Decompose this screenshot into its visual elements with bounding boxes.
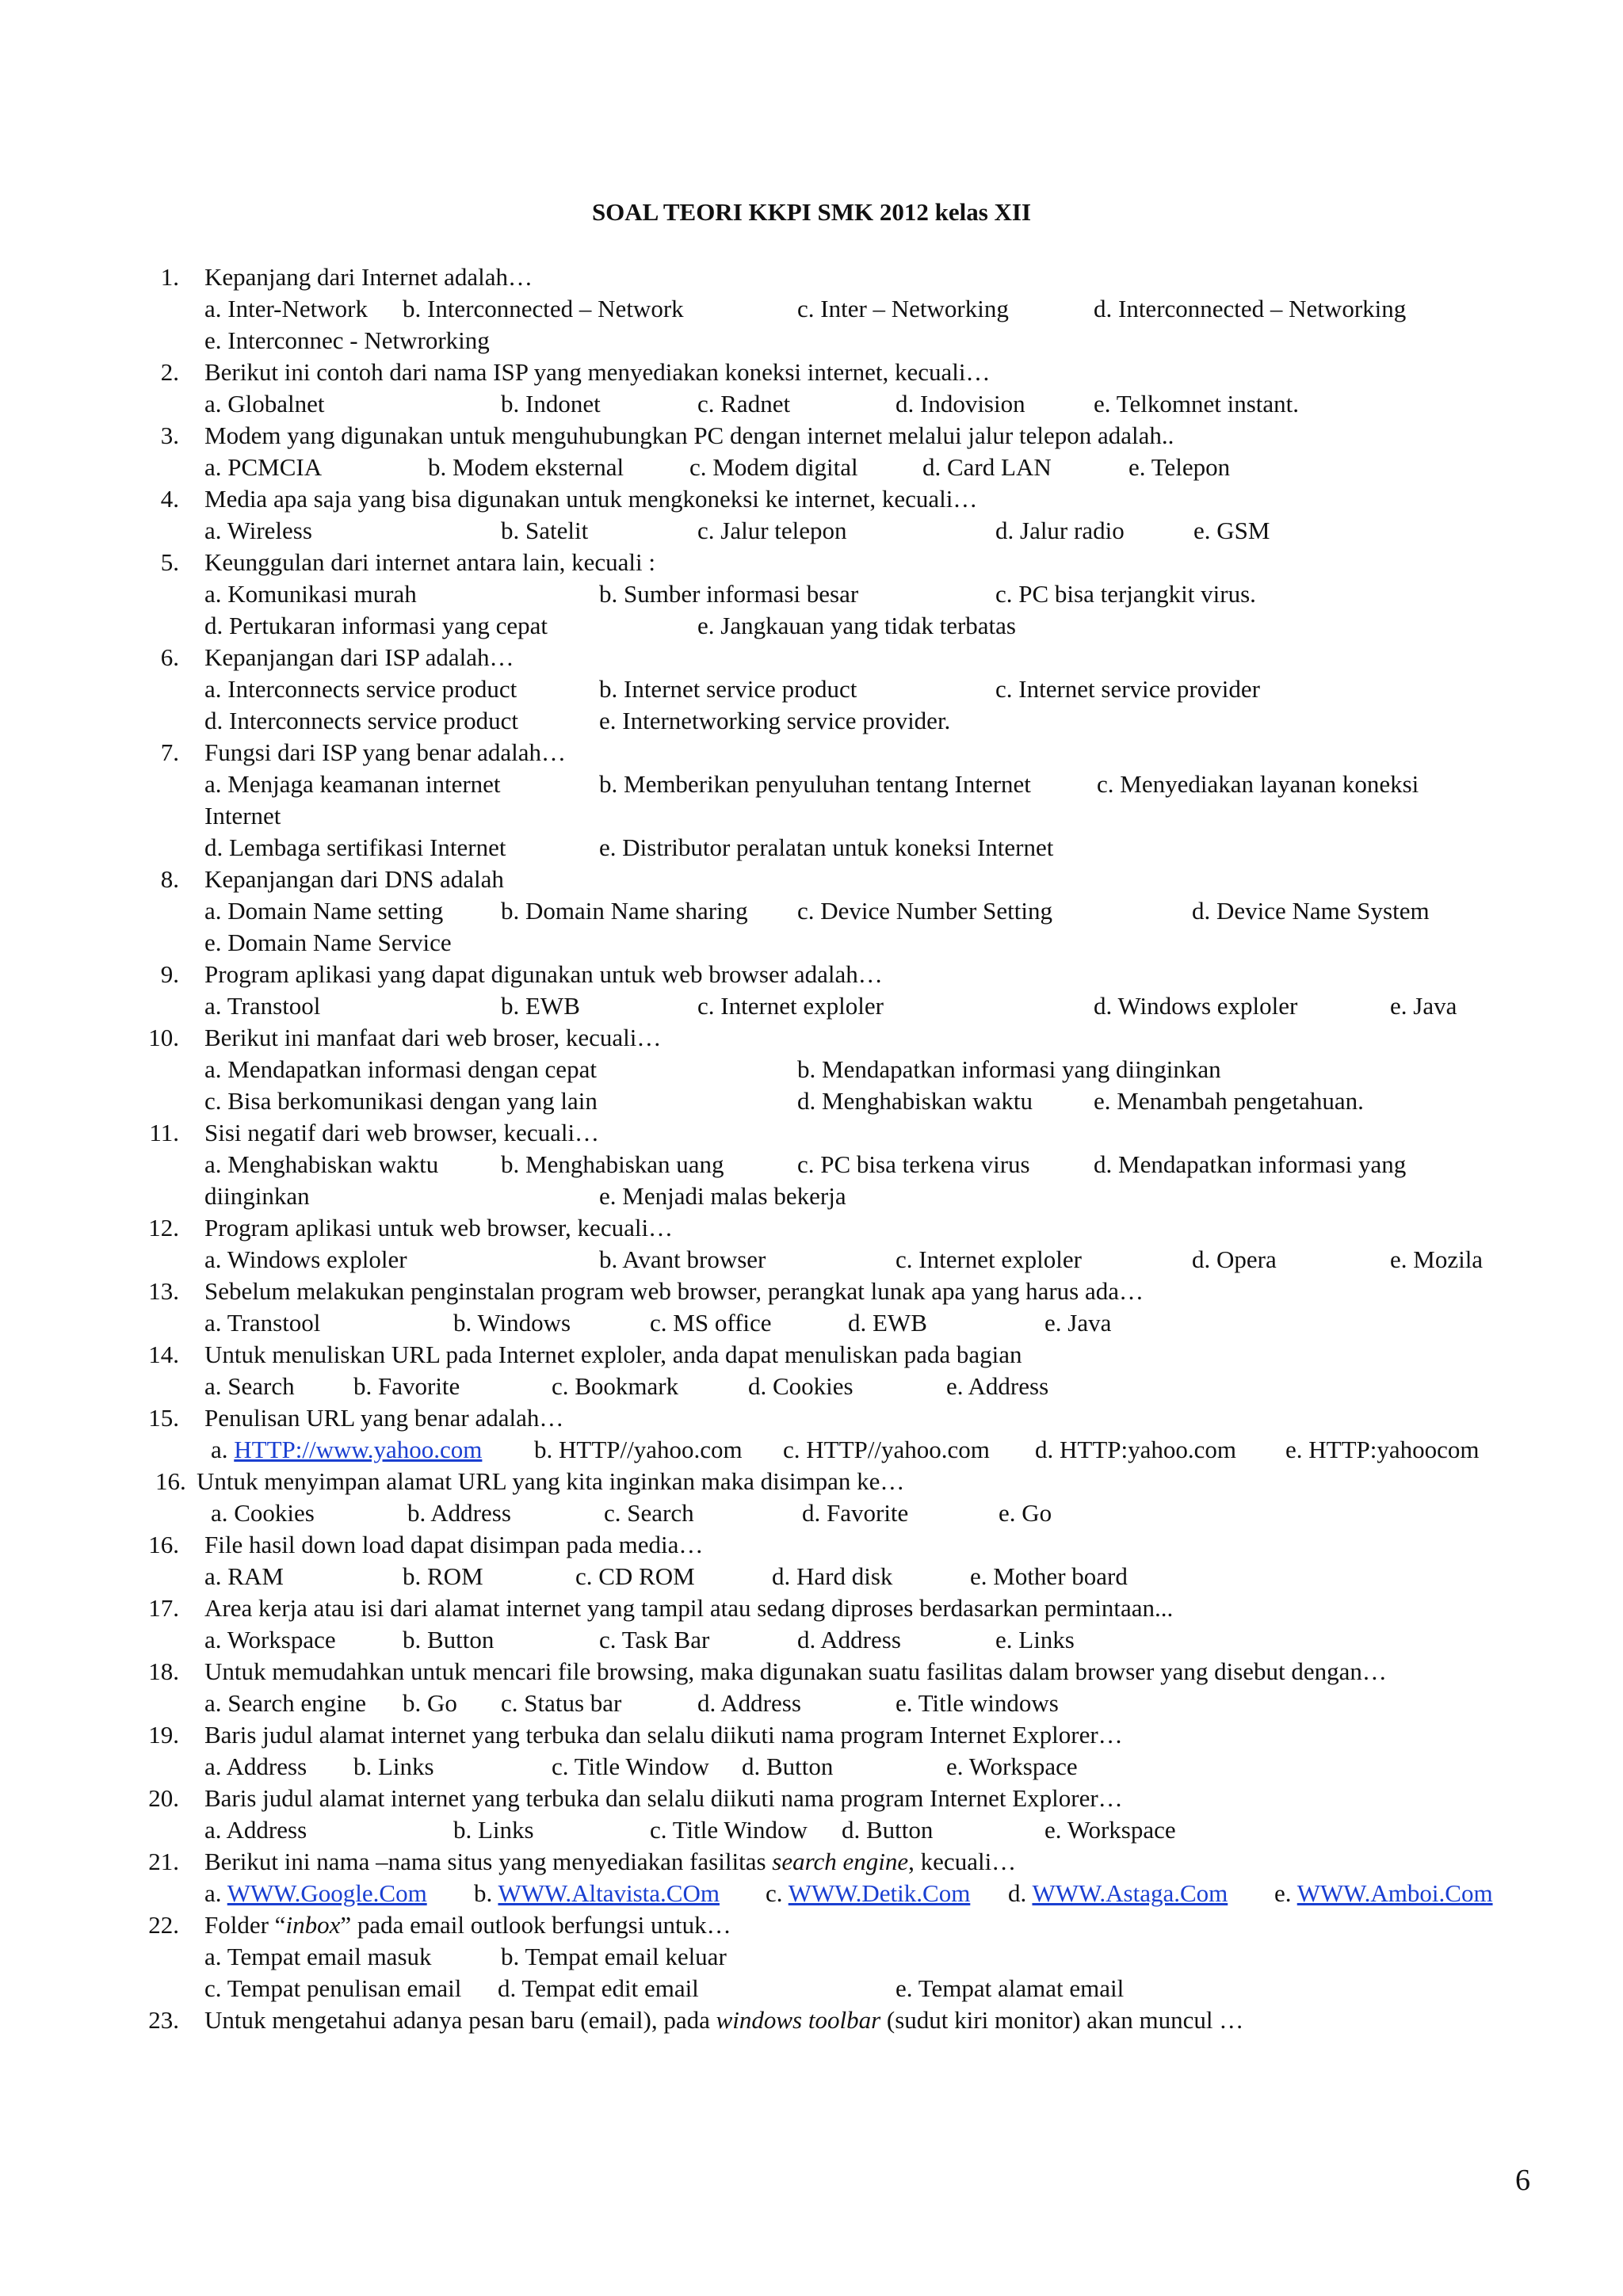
stem-part: , kecuali… bbox=[908, 1848, 1017, 1875]
option-c: c. HTTP//yahoo.com bbox=[783, 1436, 990, 1463]
option-e: e. HTTP:yahoocom bbox=[1285, 1436, 1480, 1463]
question-20 bbox=[0, 1783, 1623, 1814]
option-d: d. Jalur radio bbox=[995, 517, 1125, 544]
question-3 bbox=[0, 420, 1623, 452]
question-number: 23. bbox=[148, 2006, 179, 2034]
question-number: 9. bbox=[160, 960, 179, 988]
option-e: e. Go bbox=[999, 1499, 1052, 1527]
option-row bbox=[0, 927, 1623, 959]
question-number: 14. bbox=[148, 1341, 179, 1368]
question-number: 5. bbox=[160, 548, 179, 576]
option-row bbox=[0, 769, 1623, 800]
option-c: c. Jalur telepon bbox=[697, 517, 847, 544]
option-row bbox=[0, 1497, 1623, 1529]
option-link-amboi[interactable]: WWW.Amboi.Com bbox=[1296, 1879, 1493, 1907]
option-d bbox=[1008, 1878, 1228, 1909]
question-12 bbox=[0, 1212, 1623, 1244]
question-text: Media apa saja yang bisa digunakan untuk mengkoneksi ke internet, kecuali… bbox=[204, 485, 978, 513]
option-e: e. Title windows bbox=[896, 1689, 1059, 1717]
option-c: c. Internet exploler bbox=[896, 1245, 1082, 1273]
option-row bbox=[0, 1085, 1623, 1117]
option-e: e. Telepon bbox=[1128, 453, 1231, 481]
question-18 bbox=[0, 1656, 1623, 1688]
question-9 bbox=[0, 959, 1623, 990]
option-a: a. Search bbox=[204, 1372, 295, 1400]
option-e: e. Java bbox=[1390, 992, 1457, 1020]
option-c: c. Bookmark bbox=[552, 1372, 679, 1400]
option-b: b. Memberikan penyuluhan tentang Internet bbox=[599, 770, 1031, 798]
question-number: 1. bbox=[160, 263, 179, 291]
option-d: d. Windows exploler bbox=[1094, 992, 1298, 1020]
question-1 bbox=[0, 261, 1623, 293]
option-b: b. Avant browser bbox=[599, 1245, 766, 1273]
option-row bbox=[0, 1624, 1623, 1656]
option-b: b. Address bbox=[407, 1499, 511, 1527]
option-b: b. Satelit bbox=[501, 517, 589, 544]
option-e bbox=[1274, 1878, 1493, 1909]
option-a bbox=[211, 1434, 482, 1466]
option-c: c. Tempat penulisan email bbox=[204, 1974, 462, 2002]
option-a: a. Workspace bbox=[204, 1626, 336, 1653]
option-c: c. Device Number Setting bbox=[797, 897, 1052, 925]
stem-part: Berikut ini nama –nama situs yang menyediakan fasilitas bbox=[204, 1848, 773, 1875]
option-d: d. Interconnects service product bbox=[204, 707, 518, 734]
question-2 bbox=[0, 357, 1623, 388]
question-8 bbox=[0, 864, 1623, 895]
option-row bbox=[0, 1307, 1623, 1339]
question-text bbox=[204, 2004, 1243, 2036]
option-letter: a. bbox=[211, 1436, 228, 1463]
question-text: Program aplikasi yang dapat digunakan untuk web browser adalah… bbox=[204, 960, 883, 988]
option-row bbox=[0, 705, 1623, 737]
option-c bbox=[766, 1878, 970, 1909]
stem-part: ” pada email outlook berfungsi untuk… bbox=[340, 1911, 731, 1939]
option-d: d. HTTP:yahoo.com bbox=[1035, 1436, 1236, 1463]
option-e: e. Jangkauan yang tidak terbatas bbox=[697, 612, 1016, 639]
option-a: a. Transtool bbox=[204, 992, 321, 1020]
option-e: e. Address bbox=[946, 1372, 1049, 1400]
question-number: 10. bbox=[148, 1024, 179, 1051]
option-row bbox=[0, 1941, 1623, 1973]
question-17 bbox=[0, 1592, 1623, 1624]
option-link-detik[interactable]: WWW.Detik.Com bbox=[788, 1879, 971, 1907]
question-number: 6. bbox=[160, 643, 179, 671]
question-number: 13. bbox=[148, 1277, 179, 1305]
option-letter: a. bbox=[204, 1879, 222, 1907]
option-d: d. Address bbox=[697, 1689, 801, 1717]
question-15 bbox=[0, 1402, 1623, 1434]
question-number: 16. bbox=[148, 1531, 179, 1558]
stem-italic: windows toolbar bbox=[716, 2006, 881, 2034]
option-c: c. Bisa berkomunikasi dengan yang lain bbox=[204, 1087, 598, 1115]
option-row bbox=[0, 452, 1623, 483]
stem-part: Untuk mengetahui adanya pesan baru (email), pada bbox=[204, 2006, 716, 2034]
option-e: e. Mozila bbox=[1390, 1245, 1484, 1273]
option-a: a. PCMCIA bbox=[204, 453, 323, 481]
option-b: b. Internet service product bbox=[599, 675, 857, 703]
option-letter: c. bbox=[766, 1879, 783, 1907]
question-text: Kepanjangan dari DNS adalah bbox=[204, 865, 504, 893]
question-number: 21. bbox=[148, 1848, 179, 1875]
option-c: c. Menyediakan layanan koneksi bbox=[1097, 770, 1419, 798]
option-e: e. Internetworking service provider. bbox=[599, 707, 951, 734]
question-text: Berikut ini contoh dari nama ISP yang menyediakan koneksi internet, kecuali… bbox=[204, 358, 991, 386]
option-c: c. PC bisa terjangkit virus. bbox=[995, 580, 1256, 608]
question-19 bbox=[0, 1719, 1623, 1751]
option-a: a. Menghabiskan waktu bbox=[204, 1150, 439, 1178]
question-number: 16. bbox=[155, 1467, 186, 1495]
option-a: a. Globalnet bbox=[204, 390, 325, 418]
option-b: b. Menghabiskan uang bbox=[501, 1150, 724, 1178]
option-b: b. EWB bbox=[501, 992, 580, 1020]
question-text: Fungsi dari ISP yang benar adalah… bbox=[204, 738, 567, 766]
option-c: c. Internet service provider bbox=[995, 675, 1260, 703]
option-c: c. Search bbox=[604, 1499, 694, 1527]
option-e: e. Domain Name Service bbox=[204, 929, 452, 956]
option-c: c. Internet exploler bbox=[697, 992, 884, 1020]
option-row bbox=[0, 1180, 1623, 1212]
option-row bbox=[0, 990, 1623, 1022]
option-row bbox=[0, 293, 1623, 325]
option-d: d. Interconnected – Networking bbox=[1094, 295, 1407, 322]
option-a bbox=[204, 1878, 427, 1909]
option-b: b. Modem eksternal bbox=[428, 453, 624, 481]
question-number: 19. bbox=[148, 1721, 179, 1749]
question-number: 20. bbox=[148, 1784, 179, 1812]
question-text: Area kerja atau isi dari alamat internet yang tampil atau sedang diproses berdasarkan permintaan... bbox=[204, 1594, 1174, 1622]
question-text: Modem yang digunakan untuk menguhubungkan PC dengan internet melalui jalur telepon adalah.. bbox=[204, 421, 1174, 449]
option-c: c. CD ROM bbox=[575, 1562, 695, 1590]
option-c: c. Task Bar bbox=[599, 1626, 710, 1653]
page-number: 6 bbox=[1515, 2164, 1530, 2197]
option-row bbox=[0, 1054, 1623, 1085]
question-text: Kepanjang dari Internet adalah… bbox=[204, 263, 533, 291]
option-b: b. Sumber informasi besar bbox=[599, 580, 859, 608]
stem-part: Folder “ bbox=[204, 1911, 286, 1939]
option-e: e. Workspace bbox=[1044, 1816, 1176, 1844]
option-c: c. Modem digital bbox=[689, 453, 858, 481]
option-a: a. Transtool bbox=[204, 1309, 321, 1337]
option-row bbox=[0, 1878, 1623, 1909]
option-e: e. Menambah pengetahuan. bbox=[1094, 1087, 1364, 1115]
question-text bbox=[204, 1909, 731, 1941]
question-16a bbox=[0, 1466, 1623, 1497]
question-text: Program aplikasi untuk web browser, kecuali… bbox=[204, 1214, 674, 1241]
option-row bbox=[0, 325, 1623, 357]
option-d: d. Address bbox=[797, 1626, 901, 1653]
question-number: 2. bbox=[160, 358, 179, 386]
question-number: 4. bbox=[160, 485, 179, 513]
question-23 bbox=[0, 2004, 1623, 2036]
question-text: Berikut ini manfaat dari web broser, kecuali… bbox=[204, 1024, 662, 1051]
option-c: c. MS office bbox=[650, 1309, 772, 1337]
question-6 bbox=[0, 642, 1623, 673]
option-b: b. Windows bbox=[453, 1309, 571, 1337]
option-row bbox=[0, 1244, 1623, 1276]
option-d: d. EWB bbox=[848, 1309, 927, 1337]
option-b: b. ROM bbox=[403, 1562, 483, 1590]
question-7 bbox=[0, 737, 1623, 769]
option-c: c. Radnet bbox=[697, 390, 791, 418]
option-d: d. Tempat edit email bbox=[498, 1974, 699, 2002]
stem-italic: search engine bbox=[772, 1848, 909, 1875]
question-14 bbox=[0, 1339, 1623, 1371]
question-text: Untuk menyimpan alamat URL yang kita inginkan maka disimpan ke… bbox=[197, 1467, 905, 1495]
question-text: Kepanjangan dari ISP adalah… bbox=[204, 643, 514, 671]
question-text: Sebelum melakukan penginstalan program web browser, perangkat lunak apa yang harus ada… bbox=[204, 1277, 1144, 1305]
option-d: d. Card LAN bbox=[922, 453, 1052, 481]
question-number: 17. bbox=[148, 1594, 179, 1622]
option-row bbox=[0, 578, 1623, 610]
option-row bbox=[0, 610, 1623, 642]
question-5 bbox=[0, 547, 1623, 578]
option-b: b. Mendapatkan informasi yang diinginkan bbox=[797, 1055, 1221, 1083]
page-title: SOAL TEORI KKPI SMK 2012 kelas XII bbox=[591, 198, 1032, 226]
question-text: Untuk memudahkan untuk mencari file browsing, maka digunakan suatu fasilitas dalam browser yang disebut dengan… bbox=[204, 1657, 1387, 1685]
option-a: a. Mendapatkan informasi dengan cepat bbox=[204, 1055, 597, 1083]
option-b: b. Links bbox=[353, 1753, 434, 1780]
question-number: 18. bbox=[148, 1657, 179, 1685]
option-row bbox=[0, 1434, 1623, 1466]
option-e: e. GSM bbox=[1193, 517, 1270, 544]
question-21 bbox=[0, 1846, 1623, 1878]
option-b: b. Interconnected – Network bbox=[403, 295, 684, 322]
question-11 bbox=[0, 1117, 1623, 1149]
option-a: a. Windows exploler bbox=[204, 1245, 407, 1273]
option-c: c. Title Window bbox=[552, 1753, 709, 1780]
question-text: Untuk menuliskan URL pada Internet exploler, anda dapat menuliskan pada bagian bbox=[204, 1341, 1022, 1368]
option-a: a. RAM bbox=[204, 1562, 284, 1590]
option-e: e. Interconnec - Netwrorking bbox=[204, 326, 490, 354]
option-e: e. Telkomnet instant. bbox=[1094, 390, 1299, 418]
question-text: Sisi negatif dari web browser, kecuali… bbox=[204, 1119, 600, 1146]
option-d: d. Button bbox=[742, 1753, 834, 1780]
question-10 bbox=[0, 1022, 1623, 1054]
option-letter: b. bbox=[474, 1879, 493, 1907]
option-link-google[interactable]: WWW.Google.Com bbox=[227, 1879, 427, 1907]
question-number: 11. bbox=[149, 1119, 179, 1146]
option-b: b. Go bbox=[403, 1689, 457, 1717]
option-b: b. Tempat email keluar bbox=[501, 1943, 727, 1970]
option-a: a. Wireless bbox=[204, 517, 312, 544]
question-number: 15. bbox=[148, 1404, 179, 1432]
option-c: c. Inter – Networking bbox=[797, 295, 1009, 322]
option-a: a. Tempat email masuk bbox=[204, 1943, 432, 1970]
option-row bbox=[0, 388, 1623, 420]
option-b: b. Favorite bbox=[353, 1372, 460, 1400]
option-letter: e. bbox=[1274, 1879, 1292, 1907]
option-row bbox=[0, 515, 1623, 547]
option-e: e. Distributor peralatan untuk koneksi Internet bbox=[599, 833, 1054, 861]
option-row bbox=[0, 1149, 1623, 1180]
option-row bbox=[0, 800, 1623, 832]
option-e: e. Java bbox=[1044, 1309, 1112, 1337]
option-a: a. Address bbox=[204, 1753, 307, 1780]
option-a: a. Address bbox=[204, 1816, 307, 1844]
option-letter: d. bbox=[1008, 1879, 1027, 1907]
question-text: Penulisan URL yang benar adalah… bbox=[204, 1404, 564, 1432]
option-c: c. PC bisa terkena virus bbox=[797, 1150, 1030, 1178]
option-d: d. Indovision bbox=[896, 390, 1025, 418]
option-d: d. Pertukaran informasi yang cepat bbox=[204, 612, 548, 639]
option-d: d. Opera bbox=[1192, 1245, 1277, 1273]
option-a: a. Search engine bbox=[204, 1689, 366, 1717]
question-number: 3. bbox=[160, 421, 179, 449]
option-e: e. Tempat alamat email bbox=[896, 1974, 1125, 2002]
option-d: d. Device Name System bbox=[1192, 897, 1430, 925]
option-row bbox=[0, 895, 1623, 927]
option-row bbox=[0, 1561, 1623, 1592]
option-b bbox=[474, 1878, 720, 1909]
option-d: d. Button bbox=[842, 1816, 934, 1844]
option-d: d. Hard disk bbox=[772, 1562, 893, 1590]
option-a: a. Cookies bbox=[211, 1499, 315, 1527]
option-row bbox=[0, 1751, 1623, 1783]
option-d: d. Lembaga sertifikasi Internet bbox=[204, 833, 506, 861]
question-4 bbox=[0, 483, 1623, 515]
question-text: Baris judul alamat internet yang terbuka dan selalu diikuti nama program Internet Explorer… bbox=[204, 1784, 1123, 1812]
option-d: d. Cookies bbox=[748, 1372, 854, 1400]
stem-part: (sudut kiri monitor) akan muncul … bbox=[880, 2006, 1244, 2034]
question-number: 8. bbox=[160, 865, 179, 893]
question-text: File hasil down load dapat disimpan pada media… bbox=[204, 1531, 704, 1558]
option-row bbox=[0, 1371, 1623, 1402]
question-13 bbox=[0, 1276, 1623, 1307]
option-a: a. Menjaga keamanan internet bbox=[204, 770, 501, 798]
option-link-altavista[interactable]: WWW.Altavista.COm bbox=[498, 1879, 720, 1907]
question-number: 7. bbox=[160, 738, 179, 766]
option-a: a. Komunikasi murah bbox=[204, 580, 417, 608]
option-link-astaga[interactable]: WWW.Astaga.Com bbox=[1032, 1879, 1228, 1907]
option-row bbox=[0, 673, 1623, 705]
option-e: e. Workspace bbox=[946, 1753, 1078, 1780]
option-e: e. Menjadi malas bekerja bbox=[599, 1182, 846, 1210]
option-link[interactable]: HTTP://www.yahoo.com bbox=[234, 1436, 483, 1463]
stem-italic: inbox bbox=[285, 1911, 341, 1939]
question-22 bbox=[0, 1909, 1623, 1941]
option-d: d. Favorite bbox=[802, 1499, 909, 1527]
option-a: a. Domain Name setting bbox=[204, 897, 444, 925]
option-b: b. Indonet bbox=[501, 390, 601, 418]
option-b: b. HTTP//yahoo.com bbox=[534, 1436, 743, 1463]
option-c: c. Status bar bbox=[501, 1689, 622, 1717]
option-b: b. Domain Name sharing bbox=[501, 897, 748, 925]
option-d-continued: diinginkan bbox=[204, 1182, 310, 1210]
option-d: d. Menghabiskan waktu bbox=[797, 1087, 1033, 1115]
option-row bbox=[0, 1973, 1623, 2004]
question-number: 12. bbox=[148, 1214, 179, 1241]
question-text: Keunggulan dari internet antara lain, kecuali : bbox=[204, 548, 655, 576]
question-text: Baris judul alamat internet yang terbuka dan selalu diikuti nama program Internet Explorer… bbox=[204, 1721, 1123, 1749]
option-a: a. Inter-Network bbox=[204, 295, 368, 322]
option-row bbox=[0, 1688, 1623, 1719]
question-text bbox=[204, 1846, 1016, 1878]
option-a: a. Interconnects service product bbox=[204, 675, 517, 703]
option-row bbox=[0, 832, 1623, 864]
option-c-continued: Internet bbox=[204, 802, 281, 830]
question-16b bbox=[0, 1529, 1623, 1561]
option-e: e. Links bbox=[995, 1626, 1075, 1653]
option-d: d. Mendapatkan informasi yang bbox=[1094, 1150, 1407, 1178]
option-row bbox=[0, 1814, 1623, 1846]
question-list bbox=[0, 261, 1623, 2036]
option-b: b. Links bbox=[453, 1816, 534, 1844]
option-e: e. Mother board bbox=[970, 1562, 1128, 1590]
option-c: c. Title Window bbox=[650, 1816, 808, 1844]
question-number: 22. bbox=[148, 1911, 179, 1939]
option-b: b. Button bbox=[403, 1626, 495, 1653]
